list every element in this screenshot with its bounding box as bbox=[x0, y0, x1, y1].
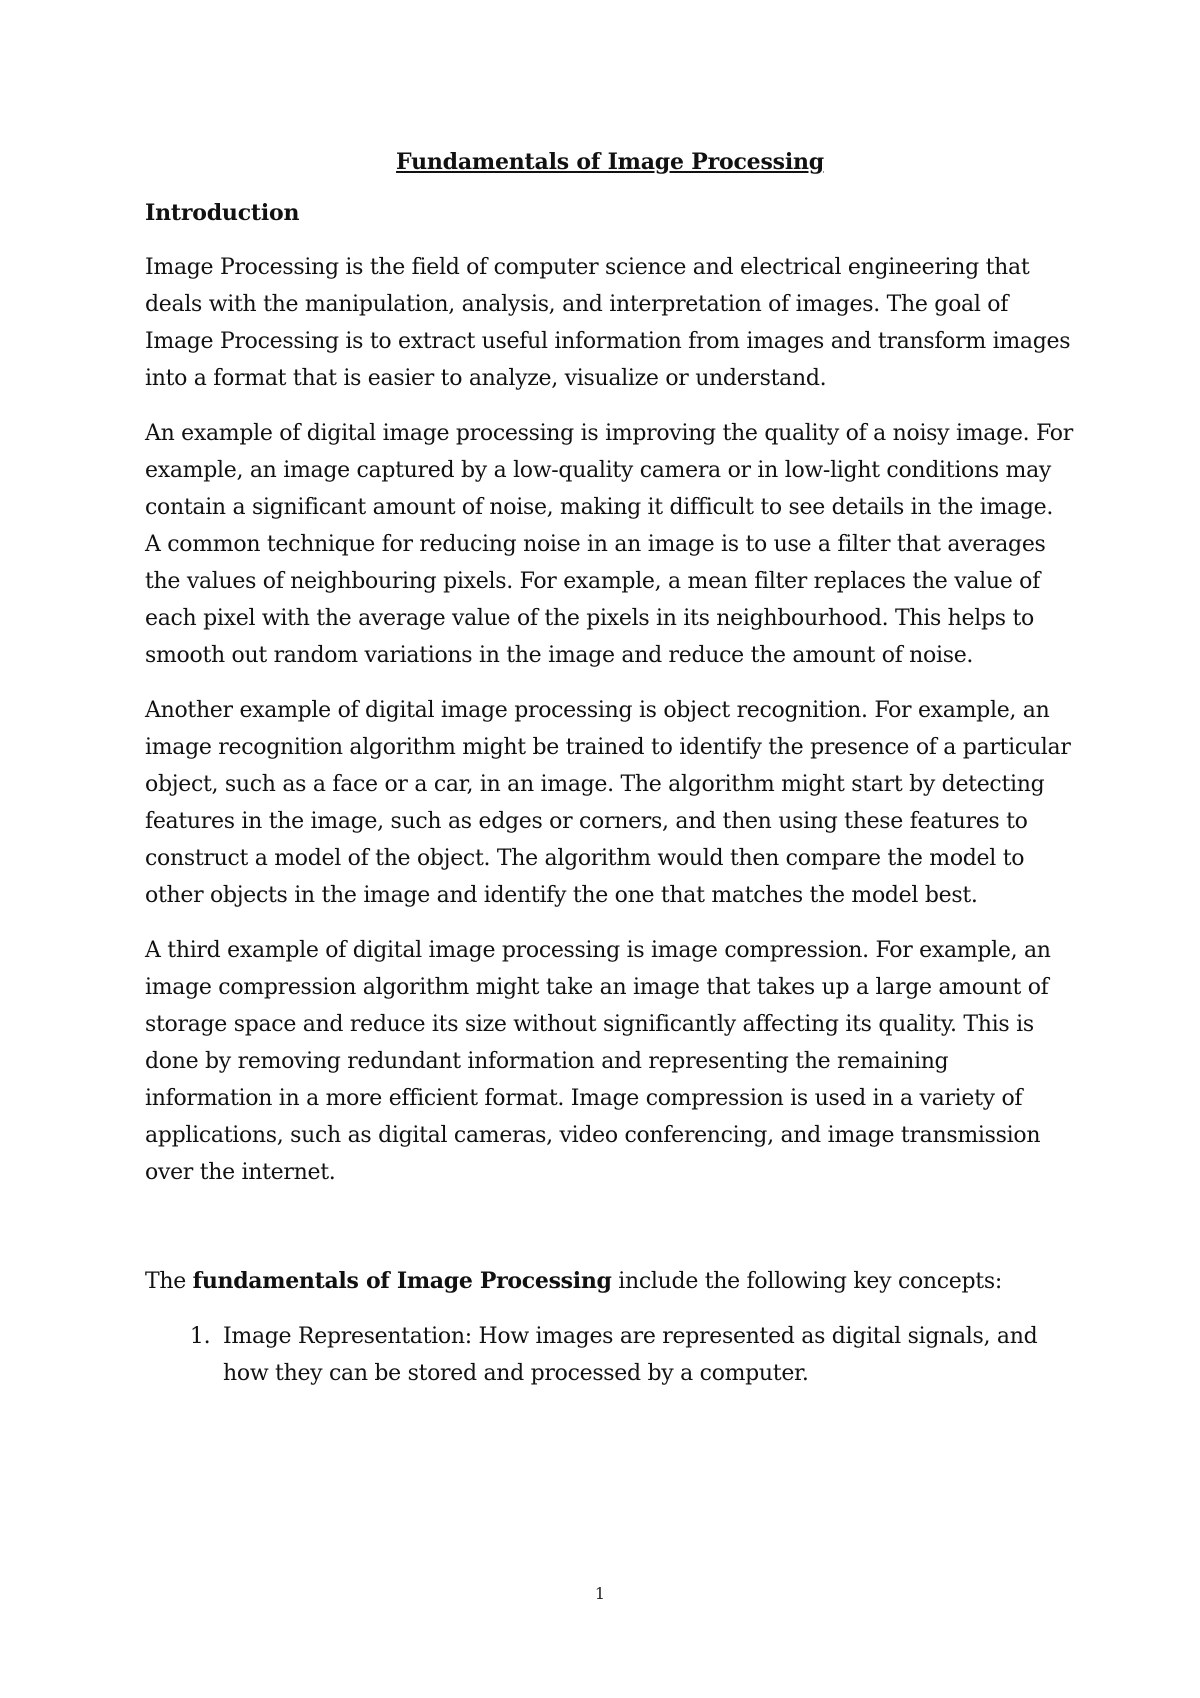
paragraph-noise-reduction: An example of digital image processing is improving the quality of a noisy image. For example, an image captured by a low-quality camera or in low-light conditions may contain a significant amount of noise, making it difficult to see details in the image. A common technique for reducing noise in an image is to use a filter that averages the values of neighbouring pixels. For example, a mean filter replaces the value of each pixel with the average value of the pixels in its neighbourhood. This helps to smooth out random variations in the image and reduce the amount of noise. bbox=[145, 421, 1073, 669]
document-body bbox=[145, 145, 1075, 1392]
document-title: Fundamentals of Image Processing bbox=[396, 149, 824, 175]
blank-line bbox=[145, 1209, 1075, 1263]
concepts-intro-prefix: The bbox=[145, 1269, 193, 1295]
page-number: 1 bbox=[594, 1584, 606, 1603]
section-heading-introduction: Introduction bbox=[145, 200, 300, 227]
paragraph-object-recognition: Another example of digital image processing is object recognition. For example, an image recognition algorithm might be trained to identify the presence of a particular object, such as a face or a car, in an image. The algorithm might start by detecting features in the image, such as edges or corners, and then using these features to construct a model of the object. The algorithm would then compare the model to other objects in the image and identify the one that matches the model best. bbox=[145, 698, 1071, 909]
concepts-intro-bold: fundamentals of Image Processing bbox=[192, 1268, 612, 1295]
paragraph-definition: Image Processing is the field of computer science and electrical engineering that deals with the manipulation, analysis, and interpretation of images. The goal of Image Processing is to extract useful information from images and transform images into a format that is easier to analyze, visualize or understand. bbox=[145, 255, 1071, 392]
concepts-list bbox=[145, 1318, 1075, 1392]
concepts-intro-suffix: include the following key concepts: bbox=[611, 1269, 1002, 1295]
concepts-intro-line bbox=[145, 1263, 1075, 1300]
paragraph-compression: A third example of digital image processing is image compression. For example, an image compression algorithm might take an image that takes up a large amount of storage space and reduce its size without significantly affecting its quality. This is done by removing redundant information and representing the remaining information in a more efficient format. Image compression is used in a variety of applications, such as digital cameras, video conferencing, and image transmission over the internet. bbox=[145, 938, 1051, 1186]
list-item: 1. Image Representation: How images are represented as digital signals, and how they can be stored and processed by a computer. bbox=[217, 1318, 1075, 1392]
